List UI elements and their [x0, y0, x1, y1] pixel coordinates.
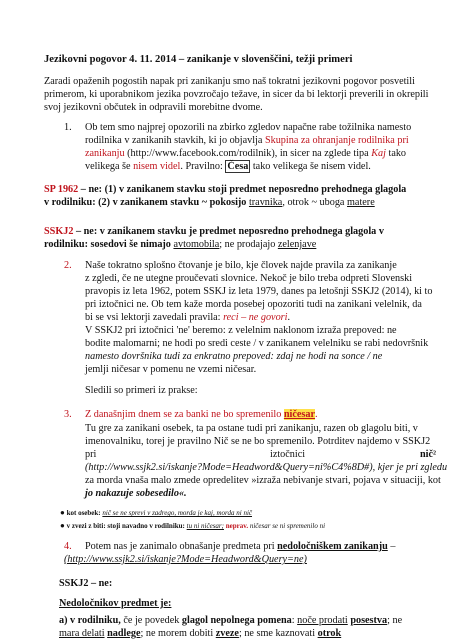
sskj2-box2-subhead: Nedoločnikov predmet je:	[59, 598, 172, 609]
item4-line-1-a: Potem nas je zanimalo obnašanje predmeta pri	[85, 541, 275, 552]
intro-line-1: Zaradi opaženih pogostih napak pri zanikanju smo naš tokratni jezikovni pogovor posvetili	[44, 76, 415, 87]
item3-heading-end: .	[315, 409, 318, 420]
sp1962-example-2: matere	[347, 197, 375, 208]
document-title: Jezikovni pogovor 4. 11. 2014 – zanikanje v slovenščini, težji primeri	[44, 54, 353, 65]
box2-a-label: a) v rodilniku,	[59, 615, 121, 626]
sp1962-line-2-b: , otrok ~ uboga	[282, 197, 345, 208]
bullet-dot-icon: ●	[60, 521, 65, 530]
item4-term: nedoločniškem zanikanju	[277, 541, 388, 552]
box2-l1-d: :	[291, 615, 295, 626]
item2-line-6: V SSKJ2 pri iztočnici 'ne' beremo: z velelnim naklonom izraža prepoved: ne	[85, 325, 397, 336]
item1-line-3	[85, 147, 406, 160]
sskj2-example-1: avtomobila	[173, 239, 220, 250]
item2-line-9: jemlji ničesar v pomenu ne vzemi ničesar.	[85, 364, 257, 375]
bullet-1-text: nič se ne sprevi v zadrego, morda je kaj, morda ni nič	[102, 509, 253, 517]
item3-number: 3.	[64, 409, 72, 420]
item1-line-3-text: (http://www.facebook.com/rodilnik), in sicer na zglede tipa	[127, 148, 369, 159]
bullet-2-text: tu ni ničesar;	[186, 522, 224, 530]
item2-line-7: bodite malomarni; ne hodi po sredi ceste / v zanikanem velelniku se rabi nedovršnik	[85, 338, 429, 349]
item1-number: 1.	[64, 122, 72, 133]
box2-l1-g: ; ne	[387, 615, 403, 626]
item3-heading	[85, 408, 318, 421]
bullet-2-end: ničesar se ni spremenilo ni	[249, 522, 326, 530]
item2-line-5-a: bi se vsi lektorji zavedali pravila:	[85, 312, 221, 323]
box2-l2-c: ; ne morem dobiti	[140, 628, 214, 639]
item1-line-3-end: tako	[388, 148, 407, 159]
sskj2-line-2	[44, 238, 316, 251]
intro-line-2: primerom, ki uporabnikom jezika povzročajo težave, in sicer da bi lektorji preverili in okrepili	[44, 89, 429, 100]
facebook-group-link[interactable]: Skupina za ohranjanje rodilnika pri	[264, 135, 409, 146]
box2-l2-d: zveze	[215, 628, 239, 639]
box2-l2-b: nadlege	[107, 628, 141, 639]
item3-line-3c: nič²	[420, 449, 437, 460]
sp1962-line-1	[44, 183, 406, 196]
item3-line-3b: iztočnici	[270, 449, 306, 460]
item2-number: 2.	[64, 260, 72, 271]
box2-l1-c: glagol nepolnega pomena	[181, 615, 292, 626]
item1-line-4-b: . Pravilno:	[180, 161, 223, 172]
item2-line-3: pravopis iz leta 1962, potem SSKJ iz leta 1979, danes pa letošnji SSKJ2 (2014), ki to	[85, 286, 433, 297]
bullet-1-label: kot osebek:	[66, 509, 101, 517]
item1-line-1: Ob tem smo najprej opozorili na zbirko zgledov napačne rabe tožilnika namesto	[85, 122, 412, 133]
item2-line-5	[85, 311, 290, 324]
item3-line-3a: pri	[85, 449, 97, 460]
sskj2-rest: – ne: v zanikanem stavku je predmet neposredno prehodnega glagola v	[76, 226, 384, 237]
item3-line-6: jo nakazuje sobesedilo«.	[85, 488, 187, 499]
item2-line-10: Sledili so primeri iz prakse:	[85, 385, 198, 396]
item1-line-2-text: rodilnika v zanikanih stavkih, ki jo objavlja	[85, 135, 263, 146]
item3-line-2: imenovalniku, torej je pravilno Nič se ne bo spremenilo. Potrditev najdemo v SSKJ2	[85, 436, 431, 447]
bullet-dot-icon: ●	[60, 508, 65, 517]
item4-number: 4.	[64, 541, 72, 552]
facebook-group-link-cont[interactable]: zanikanju	[85, 148, 125, 159]
intro-line-3: svoj jezikovni občutek in odpravili morebitne dvome.	[44, 102, 263, 113]
box2-l2-a: mara delati	[59, 628, 105, 639]
item3-heading-text: Z današnjim dnem se za banki ne bo spremenilo	[85, 409, 282, 420]
item3-heading-highlight: ničesar	[283, 409, 316, 420]
sskj2-box2-line-1	[59, 614, 402, 627]
sskj2-label: SSKJ2	[44, 226, 74, 237]
item3-line-5: za morda vnaša malo zmede opredelitev »izraža nebivanje stvari, pojava v situaciji, kot	[85, 475, 441, 486]
sskj2-box2-line-2	[59, 627, 341, 640]
item4-link[interactable]: (http://www.ssjk2.si/iskanje?Mode=Headword&Query=ne)	[64, 554, 307, 565]
rule-phrase: reci – ne govori	[223, 312, 288, 323]
bullet-2	[60, 521, 325, 531]
sp1962-label: SP 1962	[44, 184, 79, 195]
sp1962-line-2	[44, 196, 375, 209]
sp1962-line-2-text: v rodilniku: (2) v zanikanem stavku ~ pokosijo	[44, 197, 247, 208]
kaj-word: Kaj	[371, 148, 386, 159]
box2-l1-f: posestva	[350, 615, 388, 626]
item3-line-4: (http://www.ssjk2.si/iskanje?Mode=Headword&Query=ni%C4%8D#), kjer je pri zgledu	[85, 462, 448, 473]
box2-l2-e: ; ne sme kaznovati	[238, 628, 316, 639]
sskj2-box2-label: SSKJ2 – ne:	[59, 578, 113, 589]
item2-line-5-b: .	[287, 312, 291, 323]
box2-l1-e: noče prodati	[297, 615, 348, 626]
sp1962-example-1: travnika	[248, 197, 283, 208]
item4-line-1	[85, 540, 395, 553]
item1-line-4-c: tako velikega še nisem videl.	[252, 161, 371, 172]
item4-line-1-c: –	[390, 541, 396, 552]
item3-line-1: Tu gre za zanikani osebek, ta pa ostane tudi pri zanikanju, razen ob glagolu biti, v	[85, 423, 418, 434]
item2-line-1: Naše tokratno splošno čtovanje je bilo, kje človek najde pravila za zanikanje	[85, 260, 397, 271]
item1-line-4	[85, 160, 371, 173]
bullet-1	[60, 508, 252, 518]
box2-l2-f: otrok	[317, 628, 342, 639]
item1-line-2	[85, 134, 409, 147]
bullet-2-wrong: neprav.	[225, 522, 249, 530]
sskj2-line-1	[44, 225, 384, 238]
sskj2-line-2-b: ; ne prodajajo	[219, 239, 276, 250]
item2-line-4: pri iztočnici ne. Ob tem kaže morda posebej opozoriti tudi na zanikani velelnik, da	[85, 299, 422, 310]
box2-l1-b: če je povedek	[123, 615, 180, 626]
sskj2-line-2-text: rodilniku: sosedovi še nimajo	[44, 239, 171, 250]
item1-line-4-a: velikega še	[85, 161, 131, 172]
bullet-2-label: v zvezi z biti: stoji navadno v rodilniku:	[66, 522, 185, 530]
cesa-word: Česa	[227, 161, 249, 172]
item2-line-8: namesto dovršnika tudi za enkratno prepoved: zdaj ne hodi na sonce / ne	[85, 351, 383, 362]
item2-line-2: z zgledi, če ne utegne proučevati slovnice. Nekoč je bilo treba odpreti Slovenski	[85, 273, 413, 284]
sskj2-example-2: zelenjave	[277, 239, 317, 250]
sp1962-rest: – ne: (1) v zanikanem stavku stoji predmet neposredno prehodnega glagola	[80, 184, 407, 195]
item1-wrong-phrase: nisem videl	[133, 161, 181, 172]
